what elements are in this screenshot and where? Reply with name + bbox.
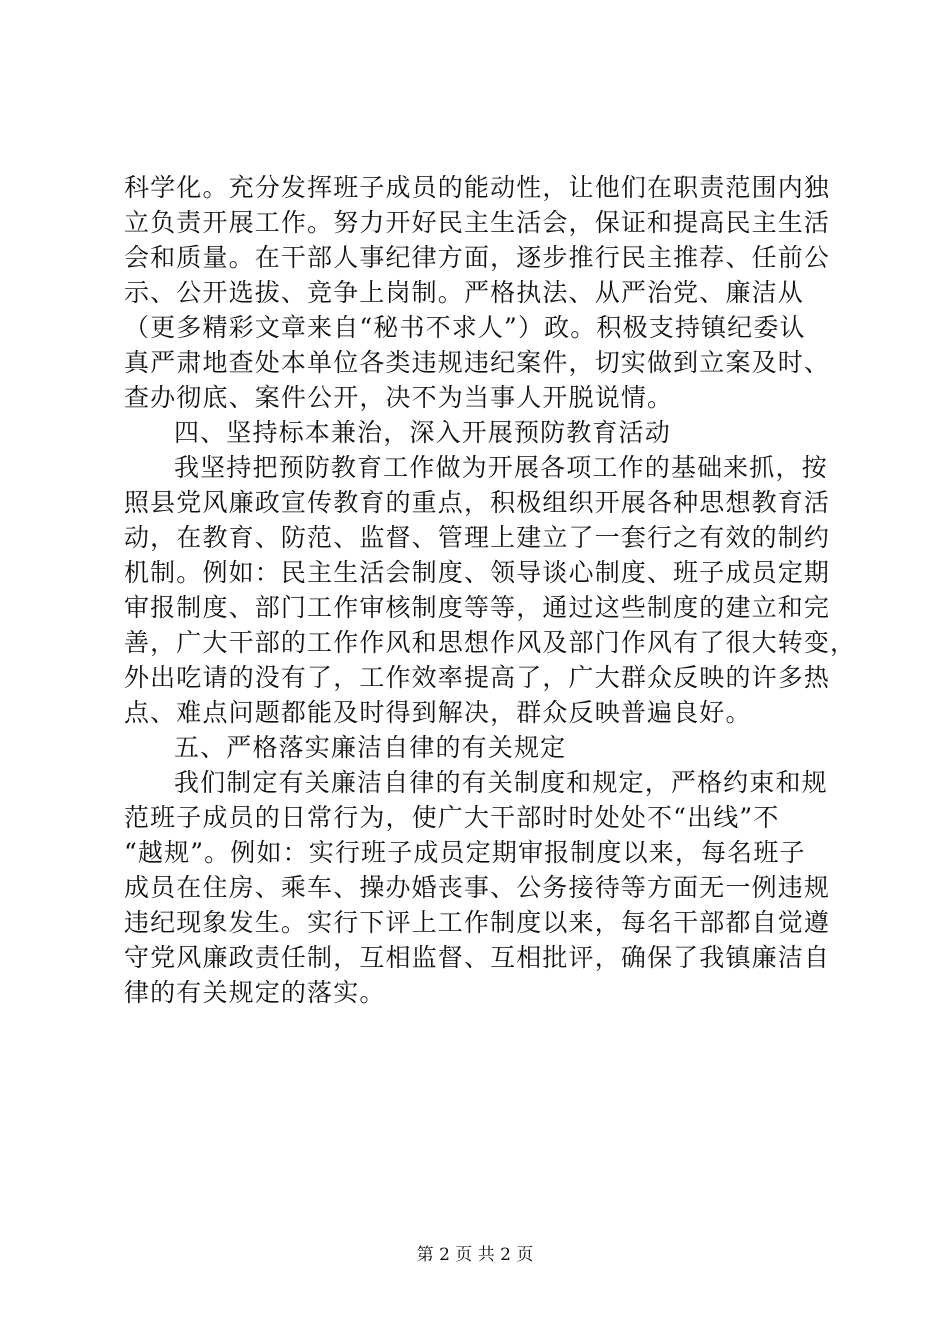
page-number-footer: 第 2 页 共 2 页 — [416, 1245, 534, 1265]
text-line: “越规”。例如：实行班子成员定期审报制度以来，每名班子 — [124, 838, 806, 867]
text-line: 审报制度、部门工作审核制度等等，通过这些制度的建立和完 — [124, 593, 831, 622]
document-body — [124, 170, 857, 1010]
text-line: 示、公开选拔、竞争上岗制。严格执法、从严治党、廉洁从 — [124, 278, 804, 307]
text-line: 查办彻底、案件公开，决不为当事人开脱说情。 — [124, 383, 674, 412]
text-line: （更多精彩文章来自“秘书不求人”）政。积极支持镇纪委认 — [124, 313, 806, 342]
text-line: 立负责开展工作。努力开好民主生活会，保证和提高民主生活 — [124, 208, 831, 237]
text-line: 科学化。充分发挥班子成员的能动性，让他们在职责范围内独 — [124, 173, 831, 202]
text-line: 会和质量。在干部人事纪律方面，逐步推行民主推荐、任前公 — [124, 243, 831, 272]
text-line: 成员在住房、乘车、操办婚丧事、公务接待等方面无一例违规 — [124, 873, 831, 902]
text-line: 动，在教育、防范、监督、管理上建立了一套行之有效的制约 — [124, 523, 831, 552]
text-line: 我坚持把预防教育工作做为开展各项工作的基础来抓，按 — [174, 453, 828, 482]
text-line: 机制。例如：民主生活会制度、领导谈心制度、班子成员定期 — [124, 558, 831, 587]
text-line: 善，广大干部的工作作风和思想作风及部门作风有了很大转变， — [124, 628, 857, 657]
text-line: 律的有关规定的落实。 — [124, 978, 386, 1007]
section-heading: 五、严格落实廉洁自律的有关规定 — [174, 733, 567, 762]
text-line: 违纪现象发生。实行下评上工作制度以来，每名干部都自觉遵 — [124, 908, 831, 937]
text-line: 真严肃地查处本单位各类违规违纪案件，切实做到立案及时、 — [124, 348, 831, 377]
text-line: 外出吃请的没有了，工作效率提高了，广大群众反映的许多热 — [124, 663, 831, 692]
text-line: 范班子成员的日常行为，使广大干部时时处处不“出线”不 — [124, 803, 780, 832]
text-line: 我们制定有关廉洁自律的有关制度和规定，严格约束和规 — [174, 768, 828, 797]
text-line: 照县党风廉政宣传教育的重点，积极组织开展各种思想教育活 — [124, 488, 831, 517]
text-line: 守党风廉政责任制，互相监督、互相批评，确保了我镇廉洁自 — [124, 943, 831, 972]
section-heading: 四、坚持标本兼治，深入开展预防教育活动 — [174, 418, 671, 447]
text-line: 点、难点问题都能及时得到解决，群众反映普遍良好。 — [124, 698, 752, 727]
